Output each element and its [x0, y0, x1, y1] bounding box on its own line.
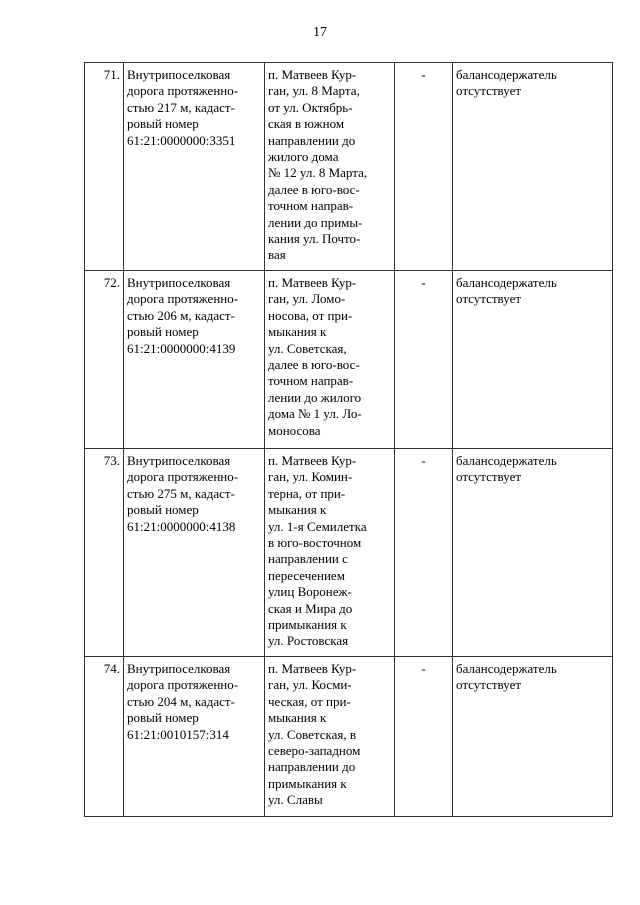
cell-line: далее в юго-вос- — [268, 181, 360, 197]
row-number: 71. — [85, 63, 124, 271]
cell-line: Внутрипоселковая — [127, 661, 231, 676]
road-description — [124, 657, 265, 817]
cell-line: ческая, от при- — [268, 693, 351, 709]
cell-line: в юго-восточном — [268, 535, 362, 551]
cell-line: ская в южном — [268, 116, 345, 132]
cell-line: балансодержатель — [456, 67, 557, 82]
cell-line: улиц Воронеж- — [268, 584, 352, 600]
cell-line: мыкания к — [268, 324, 327, 340]
cell-line: стью 206 м, кадаст- — [127, 307, 235, 323]
cell-line: Внутрипоселковая — [127, 275, 231, 290]
cell-line: кания ул. Почто- — [268, 231, 361, 247]
cell-line: ровый номер — [127, 710, 199, 726]
cell-line: 61:21:0010157:314 — [127, 726, 229, 742]
table-row — [85, 449, 613, 657]
row-number: 74. — [85, 657, 124, 817]
cell-line: жилого дома — [268, 149, 339, 165]
cell-line: отсутствует — [456, 291, 522, 307]
cell-line: ган, ул. 8 Марта, — [268, 83, 360, 99]
cell-line: направлении до — [268, 132, 356, 148]
cell-line: дорога протяженно- — [127, 469, 239, 485]
roads-registry-table — [84, 62, 613, 817]
dash-cell: - — [395, 63, 453, 271]
road-description — [124, 449, 265, 657]
cell-line: от ул. Октябрь- — [268, 99, 353, 115]
row-number: 73. — [85, 449, 124, 657]
dash-cell: - — [395, 271, 453, 449]
cell-line: 61:21:0000000:4138 — [127, 518, 236, 534]
cell-line: ровый номер — [127, 324, 199, 340]
cell-line: ган, ул. Ломо- — [268, 291, 346, 307]
cell-line: стью 217 м, кадаст- — [127, 99, 235, 115]
balance-holder — [453, 657, 613, 817]
cell-line: моносова — [268, 422, 321, 438]
cell-line: ган, ул. Комин- — [268, 469, 353, 485]
cell-line: ул. Ростовская — [268, 633, 349, 649]
cell-line: точном направ- — [268, 373, 354, 389]
dash-cell: - — [395, 449, 453, 657]
cell-line: дорога протяженно- — [127, 677, 239, 693]
cell-line: балансодержатель — [456, 275, 557, 290]
cell-line: ул. Советская, — [268, 340, 347, 356]
road-location — [265, 271, 395, 449]
cell-line: пересечением — [268, 567, 345, 583]
cell-line: ган, ул. Косми- — [268, 677, 352, 693]
cell-line: Внутрипоселковая — [127, 67, 231, 82]
cell-line: лении до примы- — [268, 214, 363, 230]
cell-line: п. Матвеев Кур- — [268, 275, 357, 290]
cell-line: п. Матвеев Кур- — [268, 661, 357, 676]
cell-line: дорога протяженно- — [127, 291, 239, 307]
cell-line: Внутрипоселковая — [127, 453, 231, 468]
cell-line: № 12 ул. 8 Марта, — [268, 165, 368, 181]
cell-line: 61:21:0000000:4139 — [127, 340, 236, 356]
table-row — [85, 271, 613, 449]
page-number: 17 — [313, 25, 327, 40]
cell-line: ул. Славы — [268, 792, 323, 808]
dash-cell: - — [395, 657, 453, 817]
cell-line: ская и Мира до — [268, 600, 353, 616]
balance-holder — [453, 63, 613, 271]
cell-line: отсутствует — [456, 83, 522, 99]
cell-line: терна, от при- — [268, 485, 346, 501]
cell-line: стью 204 м, кадаст- — [127, 693, 235, 709]
cell-line: дома № 1 ул. Ло- — [268, 406, 362, 422]
cell-line: мыкания к — [268, 710, 327, 726]
cell-line: направлении с — [268, 551, 348, 567]
road-location — [265, 63, 395, 271]
balance-holder — [453, 449, 613, 657]
cell-line: 61:21:0000000:3351 — [127, 132, 236, 148]
cell-line: отсутствует — [456, 469, 522, 485]
cell-line: направлении до — [268, 759, 356, 775]
cell-line: стью 275 м, кадаст- — [127, 485, 235, 501]
cell-line: примыкания к — [268, 617, 347, 633]
cell-line: балансодержатель — [456, 661, 557, 676]
balance-holder — [453, 271, 613, 449]
table-row — [85, 63, 613, 271]
cell-line: точном направ- — [268, 198, 354, 214]
cell-line: отсутствует — [456, 677, 522, 693]
road-description — [124, 63, 265, 271]
table-row — [85, 657, 613, 817]
cell-line: п. Матвеев Кур- — [268, 67, 357, 82]
road-location — [265, 449, 395, 657]
cell-line: далее в юго-вос- — [268, 357, 360, 373]
cell-line: ул. Советская, в — [268, 726, 357, 742]
cell-line: вая — [268, 247, 286, 263]
cell-line: северо-западном — [268, 743, 361, 759]
cell-line: мыкания к — [268, 502, 327, 518]
cell-line: лении до жилого — [268, 389, 362, 405]
cell-line: балансодержатель — [456, 453, 557, 468]
cell-line: примыкания к — [268, 775, 347, 791]
cell-line: носова, от при- — [268, 307, 353, 323]
cell-line: дорога протяженно- — [127, 83, 239, 99]
road-description — [124, 271, 265, 449]
road-location — [265, 657, 395, 817]
cell-line: ул. 1-я Семилетка — [268, 518, 367, 534]
cell-line: ровый номер — [127, 502, 199, 518]
cell-line: п. Матвеев Кур- — [268, 453, 357, 468]
cell-line: ровый номер — [127, 116, 199, 132]
row-number: 72. — [85, 271, 124, 449]
